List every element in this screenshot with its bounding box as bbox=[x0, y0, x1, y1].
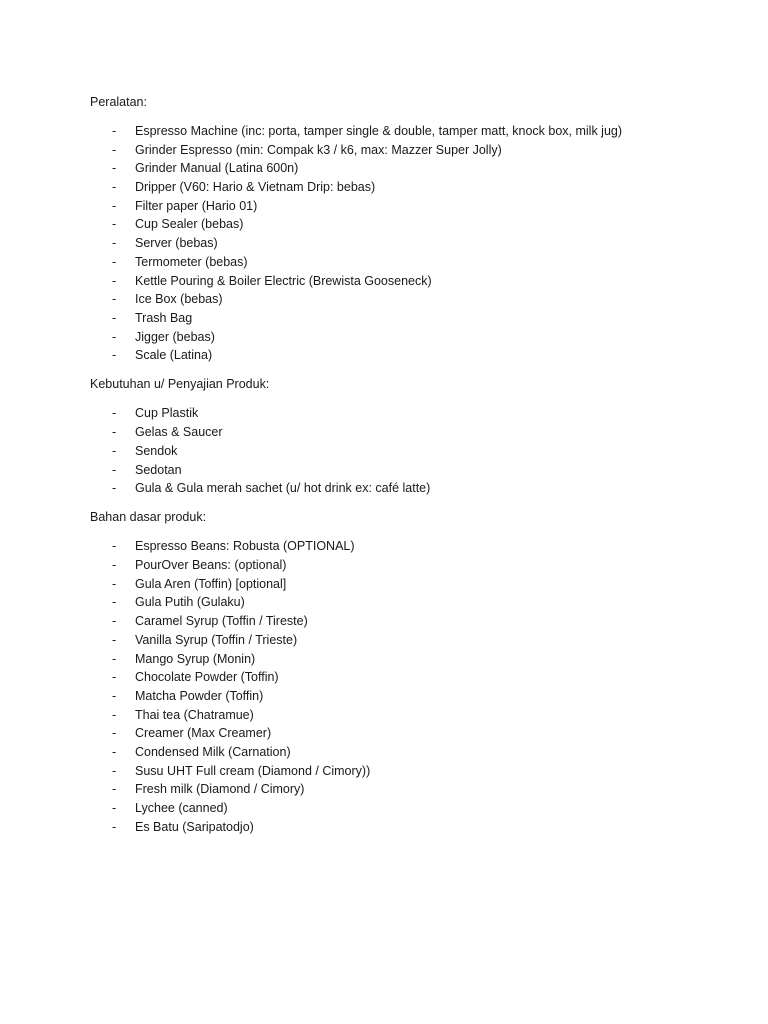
bullet-dash: - bbox=[112, 614, 117, 629]
bullet-dash: - bbox=[112, 651, 117, 666]
bullet-dash: - bbox=[112, 763, 117, 778]
list-item bbox=[90, 122, 730, 141]
list-item bbox=[90, 612, 730, 631]
list-item-text: Cup Sealer (bebas) bbox=[135, 217, 244, 232]
list-item bbox=[90, 687, 730, 706]
list-item bbox=[90, 404, 730, 423]
bullet-dash: - bbox=[112, 273, 117, 288]
list-item bbox=[90, 290, 730, 309]
list-item bbox=[90, 650, 730, 669]
list-item bbox=[90, 253, 730, 272]
list-item bbox=[90, 461, 730, 480]
list-item-text: Condensed Milk (Carnation) bbox=[135, 744, 291, 759]
list-item-text: Caramel Syrup (Toffin / Tireste) bbox=[135, 614, 308, 629]
list-item bbox=[90, 442, 730, 461]
list-item bbox=[90, 593, 730, 612]
list-item bbox=[90, 631, 730, 650]
list-item-text: Gula & Gula merah sachet (u/ hot drink ex: café latte) bbox=[135, 481, 431, 496]
bullet-dash: - bbox=[112, 670, 117, 685]
list-item bbox=[90, 799, 730, 818]
list-item-text: Espresso Machine (inc: porta, tamper single & double, tamper matt, knock box, milk jug) bbox=[135, 124, 623, 138]
list-item-text: Termometer (bebas) bbox=[135, 254, 248, 269]
bullet-dash: - bbox=[112, 576, 117, 591]
bullet-dash: - bbox=[112, 180, 117, 195]
list-item bbox=[90, 309, 730, 328]
bullet-dash: - bbox=[112, 688, 117, 703]
list-item-text: PourOver Beans: (optional) bbox=[135, 558, 287, 573]
list-item bbox=[90, 479, 730, 498]
document-content bbox=[90, 93, 730, 847]
list-item bbox=[90, 272, 730, 291]
list-item bbox=[90, 197, 730, 216]
bullet-dash: - bbox=[112, 558, 117, 573]
list-item bbox=[90, 234, 730, 253]
section-heading: Peralatan: bbox=[90, 95, 147, 109]
list-item-text: Sendok bbox=[135, 443, 178, 458]
bullet-dash: - bbox=[112, 236, 117, 251]
section-list bbox=[90, 537, 730, 836]
bullet-dash: - bbox=[112, 198, 117, 213]
bullet-dash: - bbox=[112, 254, 117, 269]
section-heading: Kebutuhan u/ Penyajian Produk: bbox=[90, 377, 270, 392]
list-item bbox=[90, 423, 730, 442]
list-item bbox=[90, 159, 730, 178]
list-item-text: Espresso Beans: Robusta (OPTIONAL) bbox=[135, 539, 355, 554]
section-list bbox=[90, 122, 730, 365]
bullet-dash: - bbox=[112, 310, 117, 325]
bullet-dash: - bbox=[112, 425, 117, 440]
bullet-dash: - bbox=[112, 161, 117, 176]
bullet-dash: - bbox=[112, 707, 117, 722]
bullet-dash: - bbox=[112, 539, 117, 554]
list-item-text: Cup Plastik bbox=[135, 406, 199, 421]
bullet-dash: - bbox=[112, 782, 117, 797]
section-heading: Bahan dasar produk: bbox=[90, 510, 207, 525]
list-item-text: Dripper (V60: Hario & Vietnam Drip: bebas) bbox=[135, 180, 376, 195]
list-item-text: Gula Aren (Toffin) [optional] bbox=[135, 576, 287, 591]
list-item bbox=[90, 668, 730, 687]
bullet-dash: - bbox=[112, 595, 117, 610]
list-item-text: Chocolate Powder (Toffin) bbox=[135, 670, 279, 685]
bullet-dash: - bbox=[112, 632, 117, 647]
bullet-dash: - bbox=[112, 801, 117, 815]
list-item-text: Scale (Latina) bbox=[135, 348, 213, 363]
list-item bbox=[90, 537, 730, 556]
bullet-dash: - bbox=[112, 819, 117, 834]
bullet-dash: - bbox=[112, 744, 117, 759]
list-item-text: Susu UHT Full cream (Diamond / Cimory)) bbox=[135, 763, 371, 778]
list-item bbox=[90, 575, 730, 594]
list-item-text: Thai tea (Chatramue) bbox=[135, 707, 254, 722]
list-item-text: Creamer (Max Creamer) bbox=[135, 726, 272, 741]
list-item-text: Kettle Pouring & Boiler Electric (Brewista Gooseneck) bbox=[135, 273, 432, 288]
list-item-text: Trash Bag bbox=[135, 310, 193, 325]
bullet-dash: - bbox=[112, 406, 117, 421]
list-item-text: Filter paper (Hario 01) bbox=[135, 198, 258, 213]
bullet-dash: - bbox=[112, 443, 117, 458]
list-item-text: Lychee (canned) bbox=[135, 801, 228, 815]
section-list bbox=[90, 404, 730, 497]
list-item bbox=[90, 215, 730, 234]
list-item-text: Fresh milk (Diamond / Cimory) bbox=[135, 782, 305, 797]
bullet-dash: - bbox=[112, 462, 117, 477]
list-item bbox=[90, 724, 730, 743]
bullet-dash: - bbox=[112, 481, 117, 496]
bullet-dash: - bbox=[112, 726, 117, 741]
list-item-text: Ice Box (bebas) bbox=[135, 292, 223, 307]
list-item bbox=[90, 706, 730, 725]
bullet-dash: - bbox=[112, 124, 117, 138]
list-item bbox=[90, 556, 730, 575]
list-item bbox=[90, 328, 730, 347]
list-item-text: Es Batu (Saripatodjo) bbox=[135, 819, 254, 834]
list-item bbox=[90, 818, 730, 837]
bullet-dash: - bbox=[112, 217, 117, 232]
list-item bbox=[90, 743, 730, 762]
list-item-text: Grinder Manual (Latina 600n) bbox=[135, 161, 299, 176]
list-item-text: Gelas & Saucer bbox=[135, 425, 223, 440]
list-item bbox=[90, 780, 730, 799]
bullet-dash: - bbox=[112, 142, 117, 157]
list-item bbox=[90, 762, 730, 781]
list-item-text: Sedotan bbox=[135, 462, 182, 477]
list-item bbox=[90, 346, 730, 365]
list-item-text: Grinder Espresso (min: Compak k3 / k6, max: Mazzer Super Jolly) bbox=[135, 142, 502, 157]
list-item bbox=[90, 178, 730, 197]
list-item bbox=[90, 141, 730, 160]
list-item-text: Server (bebas) bbox=[135, 236, 218, 251]
list-item-text: Gula Putih (Gulaku) bbox=[135, 595, 245, 610]
list-item-text: Jigger (bebas) bbox=[135, 329, 215, 344]
bullet-dash: - bbox=[112, 292, 117, 307]
bullet-dash: - bbox=[112, 348, 117, 363]
list-item-text: Mango Syrup (Monin) bbox=[135, 651, 256, 666]
list-item-text: Matcha Powder (Toffin) bbox=[135, 688, 264, 703]
list-item-text: Vanilla Syrup (Toffin / Trieste) bbox=[135, 632, 298, 647]
bullet-dash: - bbox=[112, 329, 117, 344]
